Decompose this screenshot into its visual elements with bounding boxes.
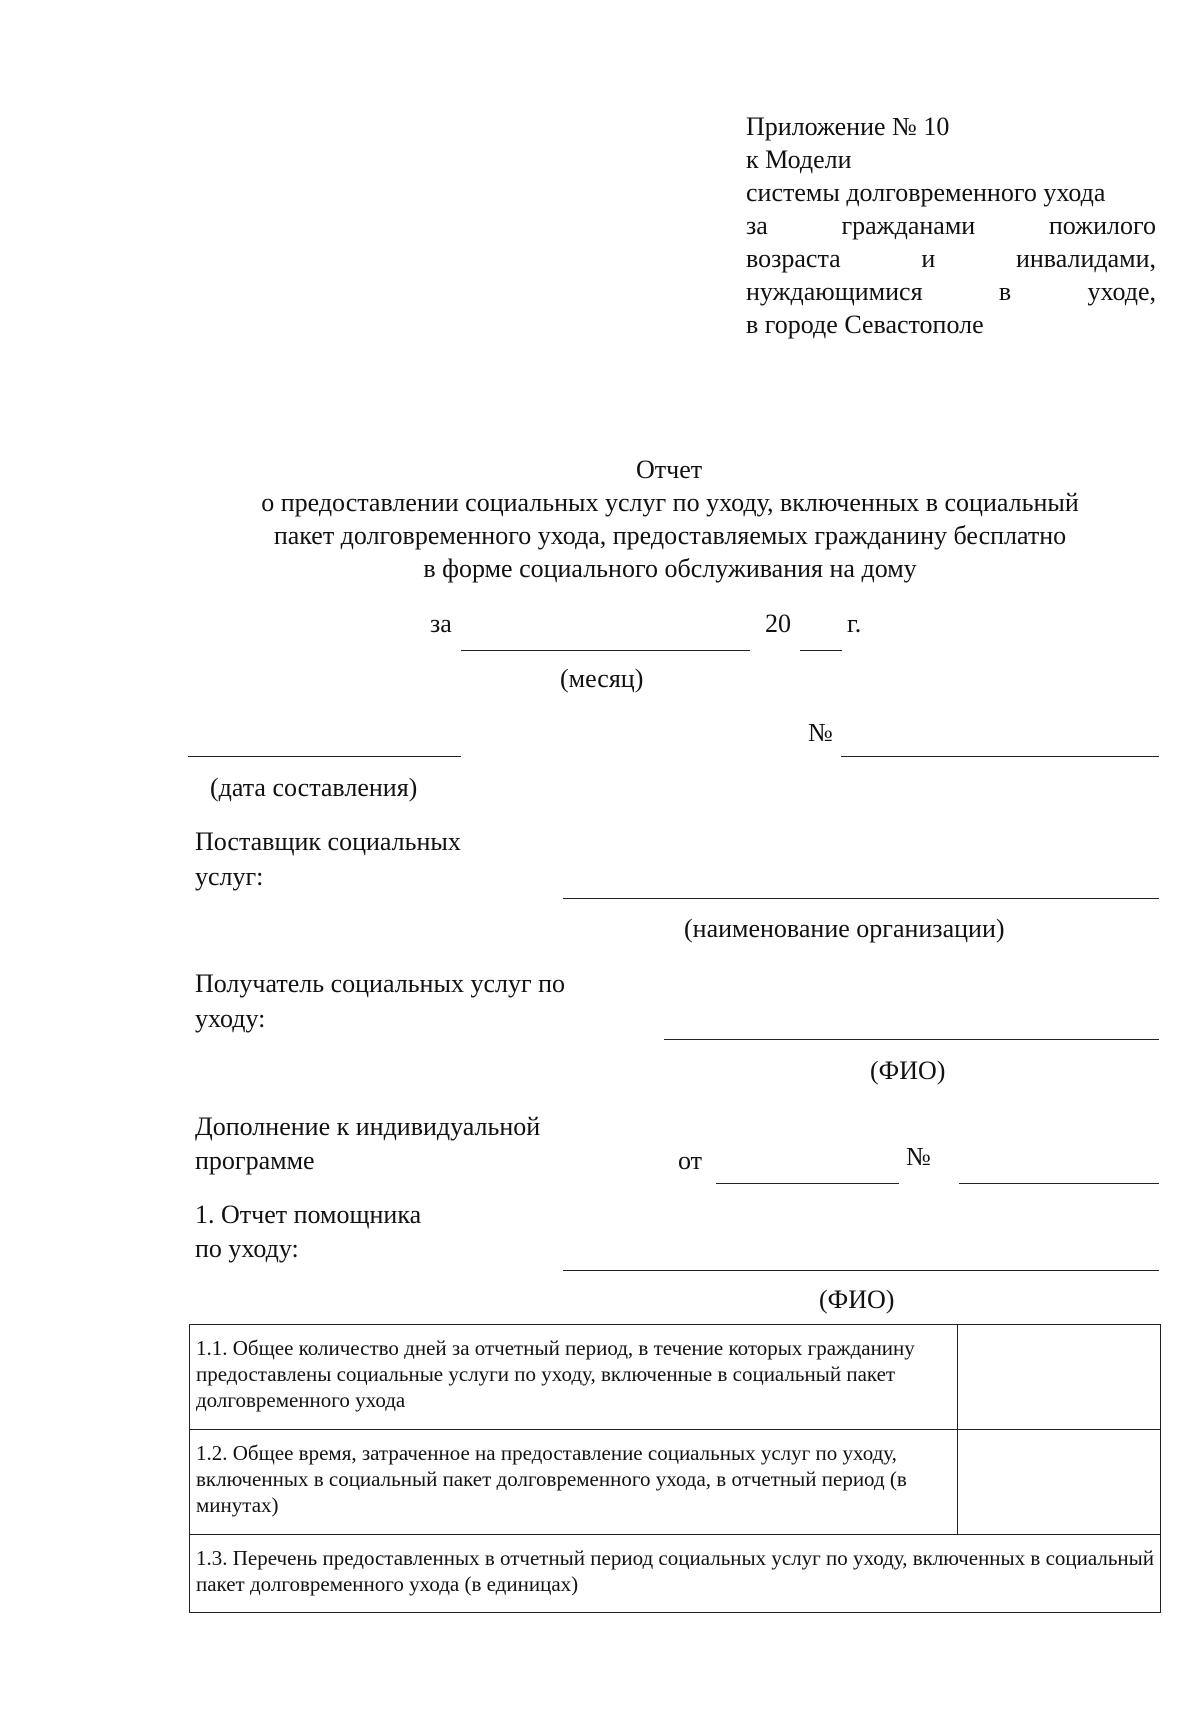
appendix-title: Приложение № 10 [746,112,950,141]
assistant-field-line[interactable] [563,1270,1159,1271]
report-subtitle [150,486,1190,585]
supplement-label: программе [195,1146,315,1175]
report-title: Отчет [636,455,703,484]
report-subtitle-line: в форме социального обслуживания на дому [423,554,917,583]
supplement-from-label: от [678,1146,703,1175]
table-cell-label: 1.2. Общее время, затраченное на предоставление социальных услуг по уходу, включенных в социальный пакет долговременного ухода, в отчетный период (в минутах) [190,1430,958,1535]
assistant-label: по уходу: [195,1234,299,1263]
date-field-line[interactable] [188,756,461,757]
year-prefix: 20 [765,609,791,638]
year-suffix: г. [847,609,862,638]
table-row [190,1535,1161,1613]
supplement-number-field-line[interactable] [959,1183,1159,1184]
recipient-caption: (ФИО) [870,1056,946,1085]
appendix-line: в городе Севастополе [746,310,984,339]
assistant-label: 1. Отчет помощника [195,1200,422,1229]
appendix-block [746,110,1156,341]
supplement-label: Дополнение к индивидуальной [195,1112,541,1141]
recipient-field-line[interactable] [664,1039,1159,1040]
appendix-line: нуждающимися в уходе, [746,277,1156,306]
appendix-line: за гражданами пожилого [746,211,1156,240]
table-cell-label: 1.1. Общее количество дней за отчетный период, в течение которых гражданину предоставлены социальные услуги по уходу, включенные в социальный пакет долговременного ухода [190,1325,958,1430]
provider-label: Поставщик социальных [195,827,461,856]
provider-field-line[interactable] [563,898,1159,899]
date-caption: (дата составления) [210,773,418,802]
recipient-label: уходу: [195,1004,266,1033]
report-number-label: № [808,718,833,747]
year-field-line[interactable] [800,650,842,651]
report-table [189,1324,1161,1613]
recipient-label: Получатель социальных услуг по [195,969,566,998]
supplement-date-field-line[interactable] [716,1183,899,1184]
table-row [190,1430,1161,1535]
month-field-line[interactable] [461,650,750,651]
assistant-caption: (ФИО) [819,1285,895,1314]
report-subtitle-line: о предоставлении социальных услуг по уходу, включенных в социальный [261,488,1079,517]
supplement-number-label: № [906,1142,931,1171]
table-cell-value[interactable] [958,1430,1161,1535]
table-row [190,1325,1161,1430]
appendix-line: системы долговременного ухода [746,178,1106,207]
table-cell-value[interactable] [958,1325,1161,1430]
appendix-line: возраста и инвалидами, [746,244,1156,273]
report-subtitle-line: пакет долговременного ухода, предоставляемых гражданину бесплатно [273,521,1067,550]
table-cell-label: 1.3. Перечень предоставленных в отчетный период социальных услуг по уходу, включенных в социальный пакет долговременного ухода (в единицах) [190,1535,1161,1613]
month-caption: (месяц) [560,664,644,693]
appendix-line: к Модели [746,145,852,174]
provider-label: услуг: [195,862,264,891]
period-prefix: за [430,609,452,638]
provider-caption: (наименование организации) [684,914,1005,943]
report-number-field-line[interactable] [841,756,1159,757]
